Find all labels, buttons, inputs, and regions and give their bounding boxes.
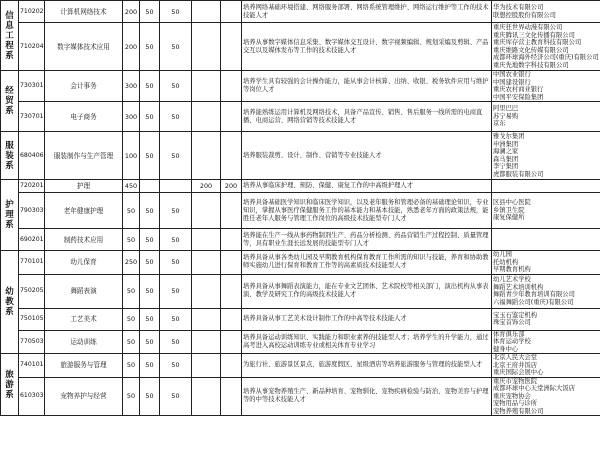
major-code: 710204 (19, 23, 45, 71)
major-code: 750105 (19, 308, 45, 330)
enroll-total: 100 (123, 132, 140, 180)
enroll-col-5 (221, 132, 242, 180)
enroll-col-2: 50 (140, 229, 160, 251)
partner-companies: 重庆市宠物医院 成都环球中心天堂洲际大饭店 重庆宠物协会 宠物用品与诊所 宠物养殖有限公司 (492, 377, 600, 416)
enroll-total: 450 (123, 180, 140, 193)
table-row (1, 377, 600, 416)
enroll-col-5 (221, 354, 242, 378)
enroll-col-5 (221, 330, 242, 354)
enroll-col-2: 50 (140, 330, 160, 354)
enroll-col-3: 50 (160, 377, 192, 416)
training-objective: 培养具备基础医学知识和临床医学知识，以及老年服务和管理必备的基础理论知识，专业知识，掌握从事医疗保健服务工作的基本能力和基本技能，熟悉老年方面的政策法规，能胜任老年人服务与管理工作岗位的高级技术技能型专门人才 (242, 193, 492, 229)
enroll-col-3: 50 (160, 229, 192, 251)
enroll-col-5 (221, 193, 242, 229)
major-name: 旅游服务与管理 (45, 354, 123, 378)
enroll-total: 50 (123, 330, 140, 354)
enroll-col-5 (221, 274, 242, 308)
major-code: 720201 (19, 180, 45, 193)
enroll-col-4 (192, 308, 221, 330)
enroll-col-5: 200 (221, 180, 242, 193)
enroll-total: 200 (123, 1, 140, 23)
enroll-col-5 (221, 71, 242, 102)
partner-companies: 幼儿艺术学校 舞蹈艺术培训机构 舞蹈青少年教育培训有限公司 六福舞蹈公司(重庆)有限公司 (492, 274, 600, 308)
major-code: 770503 (19, 330, 45, 354)
department-name: 护理系 (5, 200, 14, 230)
table-row (1, 23, 600, 71)
enroll-col-3: 50 (160, 1, 192, 23)
table-row (1, 251, 600, 275)
department-name: 幼教系 (5, 287, 14, 317)
training-objective: 培养网络基础环境搭建、网络服务部署、网络系统管理维护、网络运行维护等工作的技术技能人才 (242, 1, 492, 23)
enroll-col-4 (192, 132, 221, 180)
enroll-col-5 (221, 377, 242, 416)
major-name: 服装制作与生产管理 (45, 132, 123, 180)
enroll-col-2: 50 (140, 23, 160, 71)
table-row (1, 193, 600, 229)
enroll-total: 50 (123, 193, 140, 229)
major-code: 740101 (19, 354, 45, 378)
partner-companies: 北京人民大会堂 北京王府井饭店 重庆国际会展中心 (492, 354, 600, 378)
enroll-col-3: 50 (160, 102, 192, 132)
partner-companies: 区县中心医院 乡镇卫生院 康复保健所 (492, 193, 600, 229)
enroll-col-3: 50 (160, 71, 192, 102)
major-name: 宠物养护与经营 (45, 377, 123, 416)
enroll-col-2: 50 (140, 308, 160, 330)
table-row (1, 229, 600, 251)
table-row (1, 132, 600, 180)
major-name: 护理 (45, 180, 123, 193)
major-name: 老年健康护理 (45, 193, 123, 229)
enroll-col-5 (221, 102, 242, 132)
table-body (1, 1, 600, 416)
major-name: 幼儿保育 (45, 251, 123, 275)
training-objective: 培养能在生产一线从事药物制剂生产、药品分析检测、药品营销生产过程控制、质量管理等，具有职业生涯长远发展的技能型专门人才 (242, 229, 492, 251)
enroll-total: 50 (123, 229, 140, 251)
training-objective: 培养学生具有较强的会计操作能力，能从事会计核算、出纳、收银、税务软件应用与维护等岗位人才 (242, 71, 492, 102)
department-cell (1, 132, 19, 180)
enroll-col-3: 50 (160, 132, 192, 180)
major-name: 运动训练 (45, 330, 123, 354)
department-cell (1, 354, 19, 416)
partner-companies: 华为技术有限公司 联想控股股份有限公司 (492, 1, 600, 23)
enroll-total: 200 (123, 23, 140, 71)
major-code: 690201 (19, 229, 45, 251)
enroll-total: 50 (123, 274, 140, 308)
enroll-total: 300 (123, 71, 140, 102)
training-objective: 为旅行社、旅游景区景点、旅游度假区、星级酒店等培养旅游服务与管理的技能型人才 (242, 354, 492, 378)
major-code: 680406 (19, 132, 45, 180)
enroll-col-2: 50 (140, 102, 160, 132)
partner-companies: 体育俱乐部 体育运动学校 健身中心 (492, 330, 600, 354)
major-code: 730701 (19, 102, 45, 132)
partner-companies: 重庆狂世界动漫有限公司 重庆腾讯三文化传播有限公司 重庆库存营主教育科技有限公司 重庆维路文化传媒有限公司 成都环球海外经济公司(重庆)有限公司 重庆先地数字科技有限公司 (493, 24, 599, 69)
enroll-col-4 (192, 377, 221, 416)
partner-companies: 幼儿园 托幼机构 早期教育机构 (492, 251, 600, 275)
enroll-col-3 (160, 180, 192, 193)
enroll-col-4 (192, 71, 221, 102)
table-row (1, 1, 600, 23)
table-row (1, 354, 600, 378)
enroll-col-2: 50 (140, 354, 160, 378)
training-objective: 培养从事数字媒体信息采集、数字媒体交互设计、数字视频编辑、规划采编及剪辑、产品交互以及媒体发布等工作的技术技能人才 (242, 23, 492, 71)
enroll-col-2: 50 (140, 377, 160, 416)
department-cell (1, 1, 19, 71)
major-name: 制药技术应用 (45, 229, 123, 251)
enroll-col-4 (192, 1, 221, 23)
table-row (1, 102, 600, 132)
major-name: 会计事务 (45, 71, 123, 102)
enroll-total: 300 (123, 102, 140, 132)
enroll-total: 50 (123, 377, 140, 416)
enroll-col-4 (192, 102, 221, 132)
table-row (1, 330, 600, 354)
enroll-col-4: 200 (192, 180, 221, 193)
training-objective: 培养具备从事工艺美术设计制作工作的中高等技术技能人才 (242, 308, 492, 330)
partner-companies (492, 229, 600, 251)
major-name: 工艺美术 (45, 308, 123, 330)
enroll-col-2: 50 (140, 71, 160, 102)
enroll-col-5 (221, 23, 242, 71)
partner-companies: 中国农业银行 中国建设银行 重庆农村商业银行 中国平安保险集团 (492, 71, 600, 102)
enroll-col-2: 50 (140, 274, 160, 308)
enroll-col-2: 50 (140, 251, 160, 275)
enroll-col-2 (140, 180, 160, 193)
department-cell (1, 251, 19, 354)
enroll-col-5 (221, 308, 242, 330)
table-row (1, 274, 600, 308)
enroll-col-2: 50 (140, 1, 160, 23)
enroll-col-3: 50 (160, 274, 192, 308)
enroll-col-4 (192, 229, 221, 251)
major-code: 770101 (19, 251, 45, 275)
major-code: 610303 (19, 377, 45, 416)
enroll-col-3: 50 (160, 251, 192, 275)
enroll-col-4 (192, 23, 221, 71)
department-cell (1, 180, 19, 251)
enroll-col-5 (221, 229, 242, 251)
training-objective: 培养具备从事各类幼儿园及早期教育机构保育教育工作所需的知识与技能，养育和协助教师实施幼儿进行保育和教育工作等的高素质技术技能型人才 (242, 251, 492, 275)
training-objective: 培养服装裁剪、设计、制作、营销等专业技能人才 (242, 132, 492, 180)
enroll-col-4 (192, 193, 221, 229)
enroll-col-3: 50 (160, 308, 192, 330)
enroll-col-2: 50 (140, 193, 160, 229)
table-row (1, 71, 600, 102)
training-objective: 培养具备从事舞蹈表演能力，能在专业文艺团体、艺术院校等相关部门，演出机构从事表演、教学及研究工作的高级技术技能人才 (242, 274, 492, 308)
enroll-col-3: 50 (160, 354, 192, 378)
enroll-col-4 (192, 354, 221, 378)
department-name: 信息工程系 (5, 10, 14, 61)
training-objective: 培养从事宠物养殖生产、新品种培育、宠物驯化、宠物疾病检验与防治、宠物美容与护理等的中等技术技能人才 (242, 377, 492, 416)
partner-companies: 宝玉石鉴定机构 珠宝首饰公司 (492, 308, 600, 330)
table-row (1, 308, 600, 330)
major-name: 计算机网络技术 (45, 1, 123, 23)
department-name: 经贸系 (5, 86, 14, 116)
enroll-col-3: 50 (160, 193, 192, 229)
enroll-col-4 (192, 274, 221, 308)
enroll-col-4 (192, 251, 221, 275)
enroll-col-2: 50 (140, 132, 160, 180)
department-cell (1, 71, 19, 132)
enroll-total: 50 (123, 354, 140, 378)
major-code: 750205 (19, 274, 45, 308)
training-objective: 培养具备运动训练知识、实践能力和职业素养的技能型人才；培养学生的升学能力，通过高考进入高校运动训练专业或相关体育专业学习 (242, 330, 492, 354)
enroll-col-5 (221, 1, 242, 23)
table-row (1, 180, 600, 193)
partner-companies: 雅戈尔集团 申洲集团 海澜之家 森马集团 李宁集团 虎都服装有限公司 (492, 132, 600, 180)
department-name: 旅游系 (5, 369, 14, 400)
enroll-col-5 (221, 251, 242, 275)
major-name: 舞蹈表演 (45, 274, 123, 308)
enroll-total: 50 (123, 308, 140, 330)
training-objective: 培养能熟练运用计算机及网络技术，具备产品宣传、销售、售后服务一线所需的电商直播、电商运营、网络营销等技术技能人才 (242, 102, 492, 132)
training-objective: 培养从事临床护理、预防、保健、康复工作的中高级护理人才 (242, 180, 492, 193)
major-code: 710202 (19, 1, 45, 23)
partner-companies: 阿里巴巴 苏宁易购 京东 (492, 102, 600, 132)
department-name: 服装系 (5, 140, 14, 171)
major-name: 数字媒体技术应用 (45, 23, 123, 71)
enroll-col-4 (192, 330, 221, 354)
major-code: 790303 (19, 193, 45, 229)
partner-companies (492, 180, 600, 193)
enroll-col-3: 50 (160, 23, 192, 71)
major-name: 电子商务 (45, 102, 123, 132)
major-code: 730301 (19, 71, 45, 102)
enroll-total: 250 (123, 251, 140, 275)
enroll-col-3: 50 (160, 330, 192, 354)
